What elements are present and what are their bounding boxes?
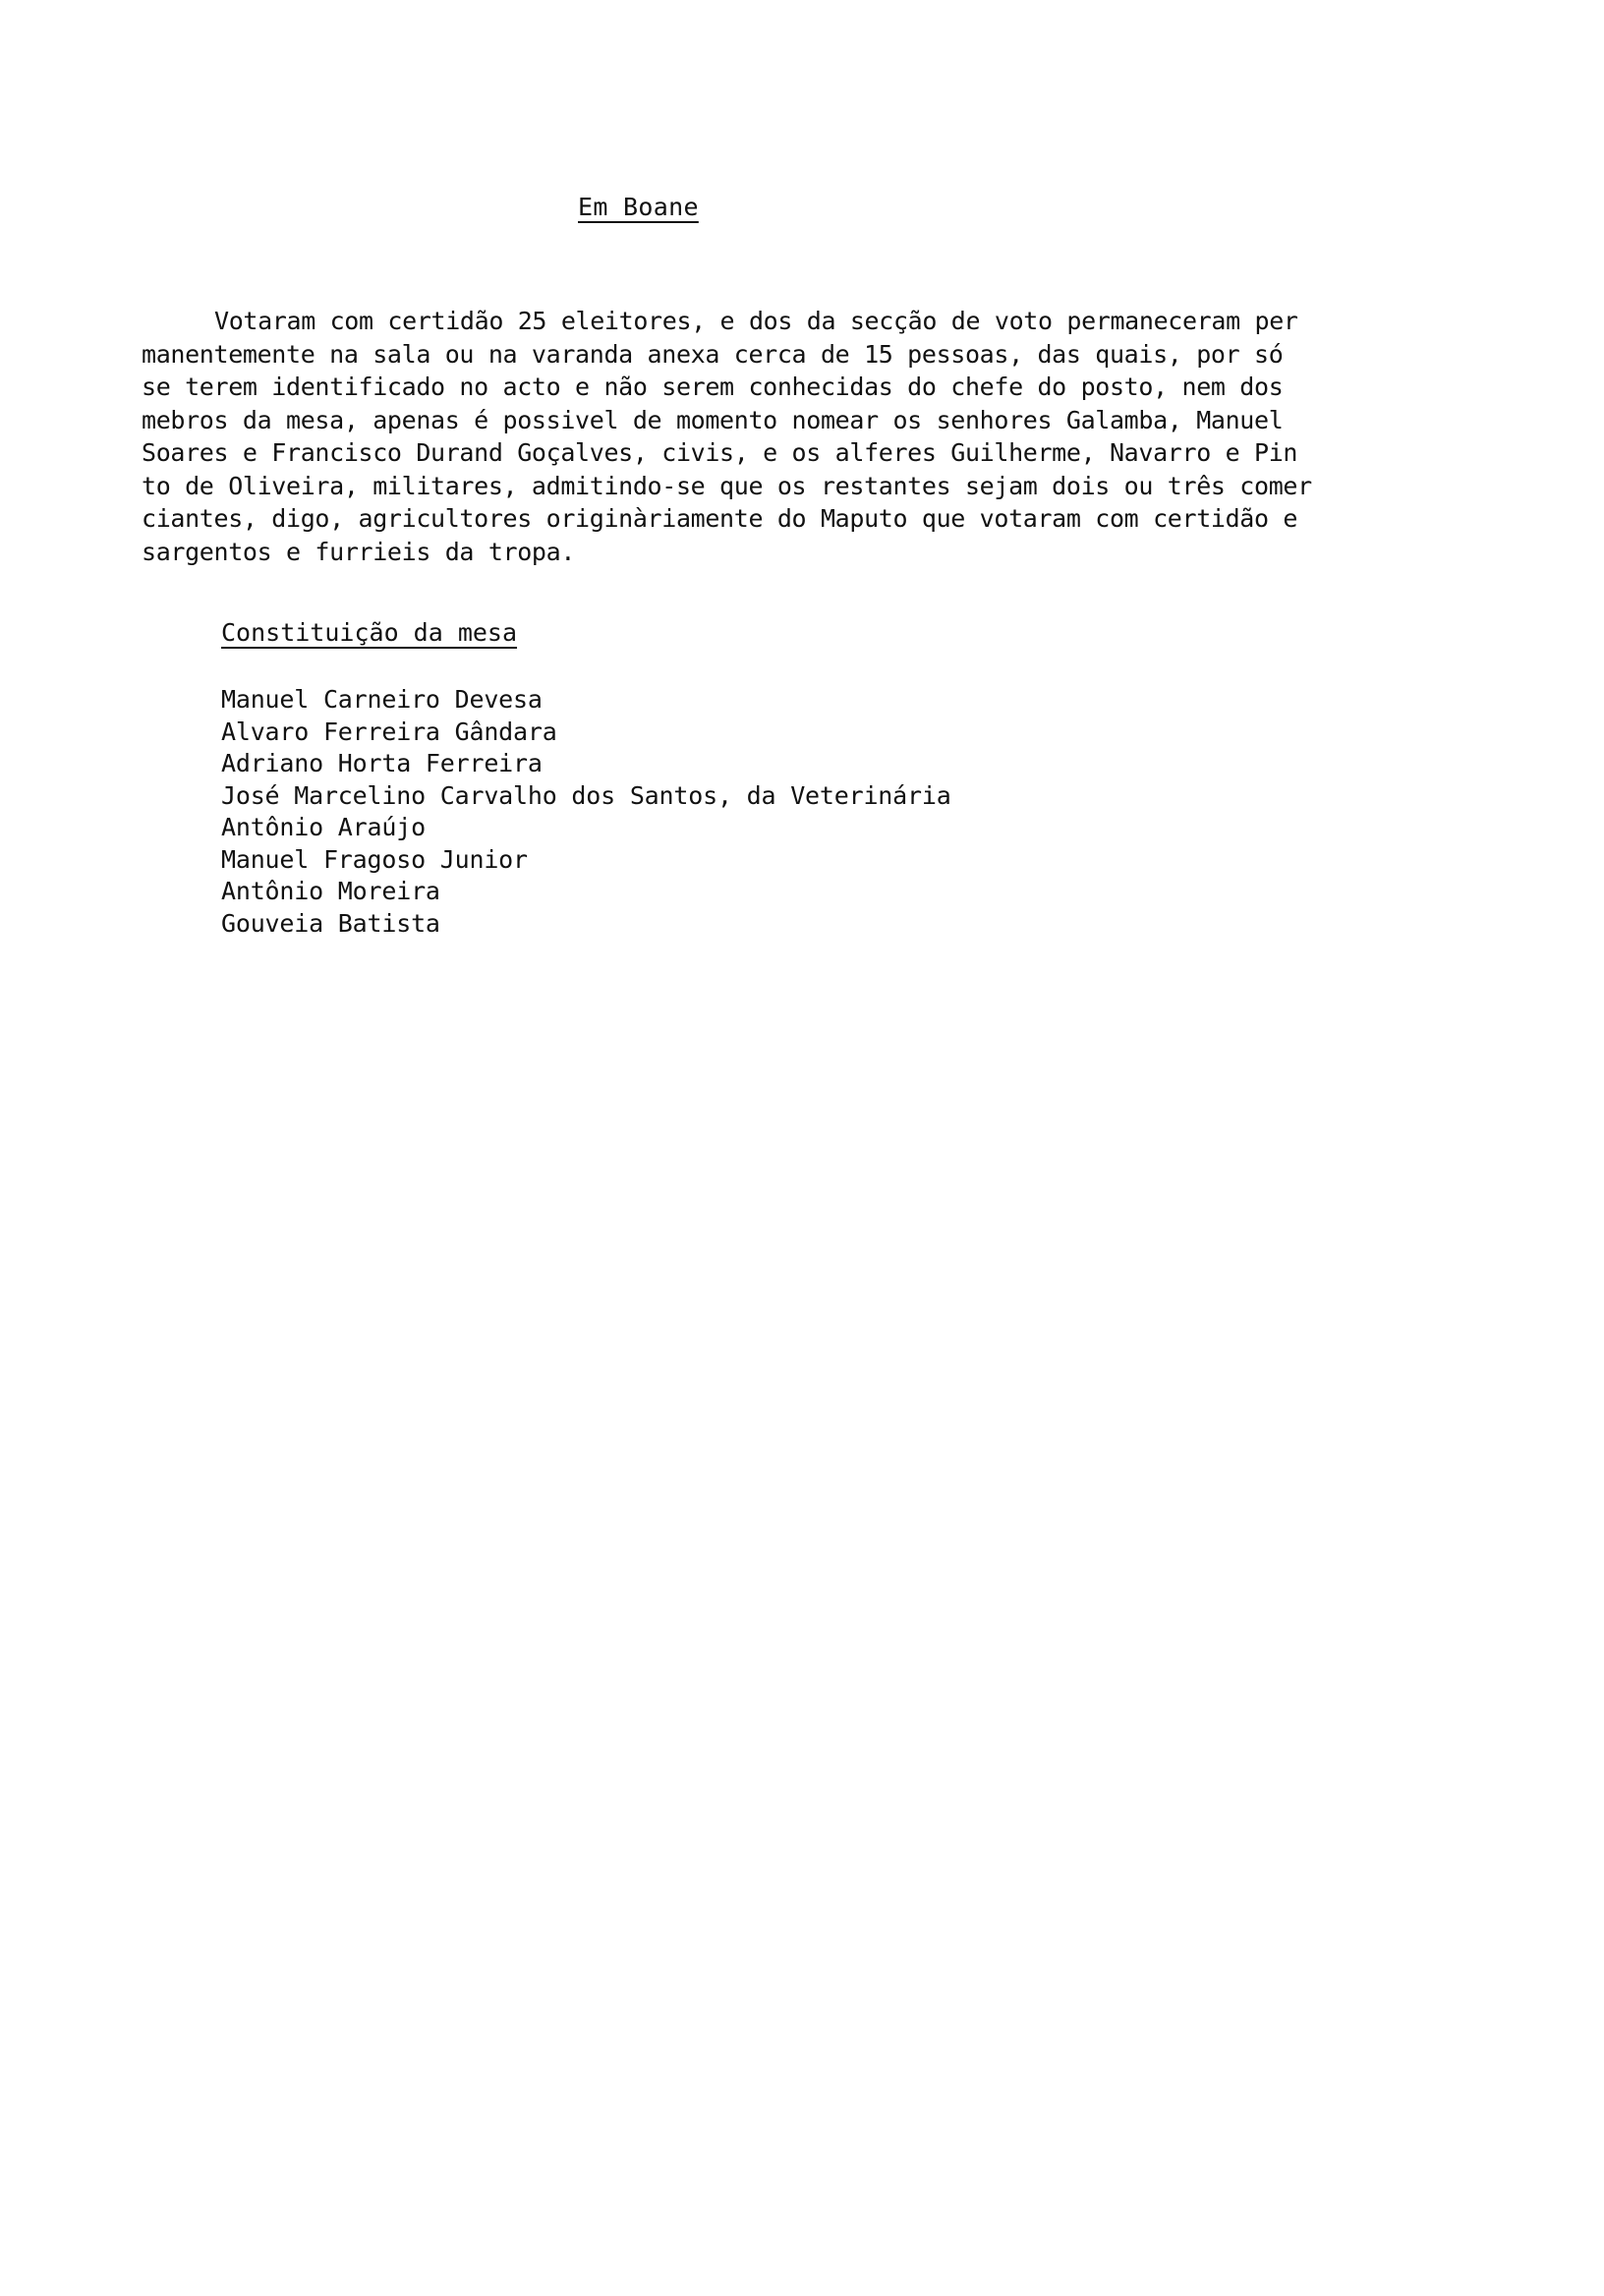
member-name: Alvaro Ferreira Gândara [221,717,557,746]
member-name: Adriano Horta Ferreira [221,749,543,777]
member-name: Gouveia Batista [221,908,440,938]
body-paragraph [142,305,1459,568]
members-list [221,684,951,940]
paragraph-line: mebros da mesa, apenas é possivel de momento nomear os senhores Galamba, Manuel [142,405,1284,434]
paragraph-line: se terem identificado no acto e não serem conhecidas do chefe do posto, nem dos [142,373,1284,401]
paragraph-line: Soares e Francisco Durand Goçalves, civis, e os alferes Guilherme, Navarro e Pin [142,438,1298,467]
paragraph-line: Votaram com certidão 25 eleitores, e dos da secção de voto permaneceram per [214,307,1298,335]
member-name: Antônio Araújo [221,813,426,841]
member-name: Manuel Carneiro Devesa [221,685,543,714]
paragraph-line: ciantes, digo, agricultores originàriamente do Maputo que votaram com certidão e [142,504,1298,533]
paragraph-line: to de Oliveira, militares, admitindo-se que os restantes sejam dois ou três comer [142,471,1312,500]
paragraph-line: manentemente na sala ou na varanda anexa cerca de 15 pessoas, das quais, por só [142,339,1284,369]
document-heading: Em Boane [578,193,699,221]
section-subheading: Constituição da mesa [221,618,518,647]
member-name: José Marcelino Carvalho dos Santos, da Veterinária [221,780,951,810]
member-name: Antônio Moreira [221,877,440,905]
member-name: Manuel Fragoso Junior [221,844,528,874]
paragraph-line: sargentos e furrieis da tropa. [142,537,576,566]
